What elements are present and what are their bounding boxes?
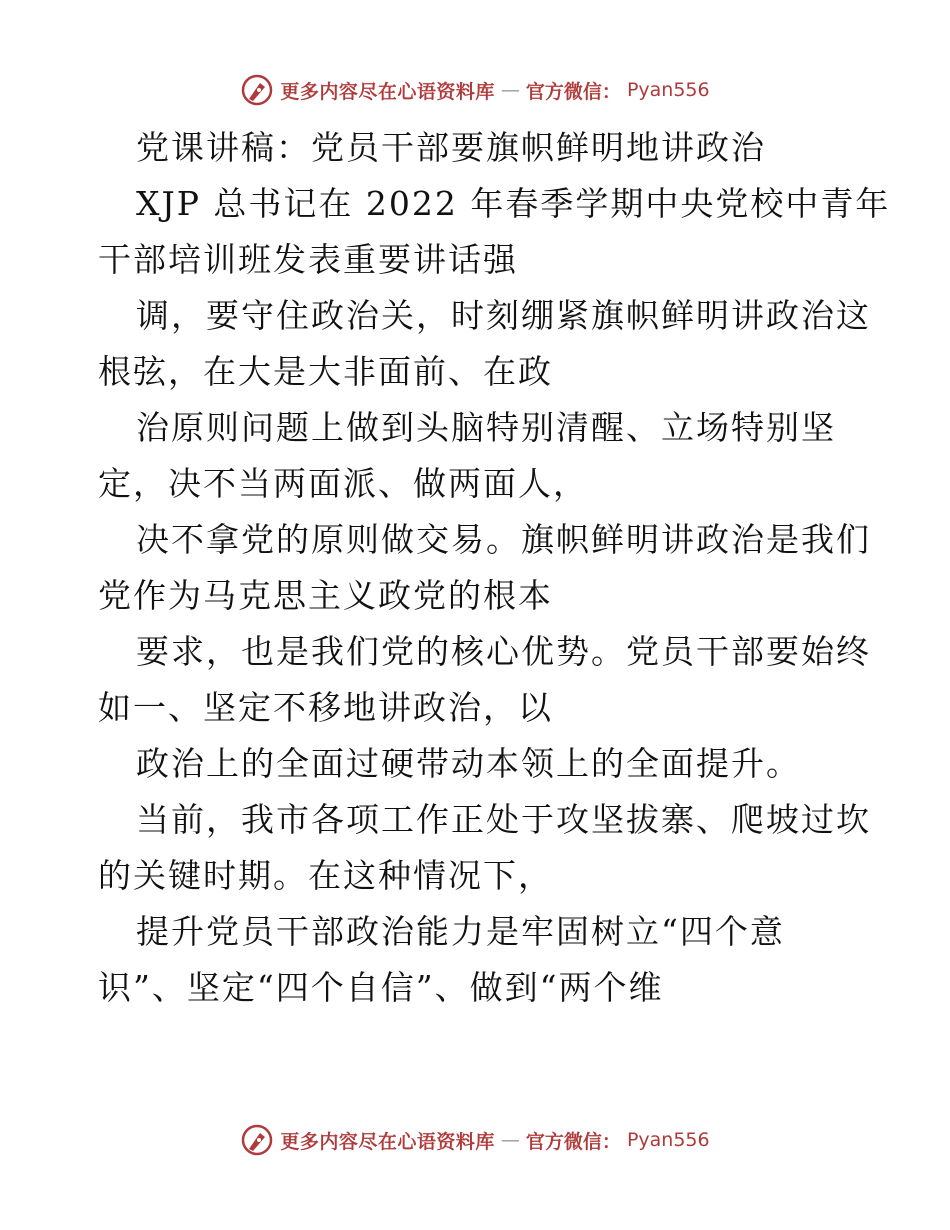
pen-nib-logo-icon — [240, 73, 274, 107]
paragraph-line: 治原则问题上做到头脑特别清醒、立场特别坚 — [136, 408, 836, 447]
banner-wechat-label: 官方微信： — [525, 1130, 621, 1153]
paragraph-line: 党作为马克思主义政党的根本 — [98, 576, 553, 615]
paragraph-line: 如一、坚定不移地讲政治，以 — [98, 688, 553, 727]
paragraph-line: 决不拿党的原则做交易。旗帜鲜明讲政治是我们 — [136, 520, 871, 559]
paragraph-line: 干部培训班发表重要讲话强 — [98, 240, 518, 279]
pen-nib-logo-icon — [240, 1123, 274, 1157]
paragraph-line: 识”、坚定“四个自信”、做到“两个维 — [98, 968, 664, 1007]
banner-wechat-handle: Pyan556 — [626, 1129, 710, 1151]
footer-banner — [0, 1120, 950, 1160]
banner-wechat-label: 官方微信： — [525, 80, 621, 103]
paragraph-line: 调，要守住政治关，时刻绷紧旗帜鲜明讲政治这 — [136, 296, 871, 335]
document-title: 党课讲稿：党员干部要旗帜鲜明地讲政治 — [136, 128, 766, 167]
banner-slogan: 更多内容尽在心语资料库 — [280, 80, 495, 103]
banner-wechat-handle: Pyan556 — [626, 79, 710, 101]
banner-separator: — — [500, 79, 520, 101]
paragraph-line: 政治上的全面过硬带动本领上的全面提升。 — [136, 744, 801, 783]
paragraph-line: 当前，我市各项工作正处于攻坚拔寨、爬坡过坎 — [136, 800, 871, 839]
header-banner — [0, 70, 950, 110]
banner-slogan: 更多内容尽在心语资料库 — [280, 1130, 495, 1153]
document-body — [98, 120, 891, 1016]
paragraph-line: 根弦，在大是大非面前、在政 — [98, 352, 553, 391]
paragraph-line: 的关键时期。在这种情况下， — [98, 856, 553, 895]
paragraph-line: XJP 总书记在 2022 年春季学期中央党校中青年 — [136, 184, 891, 223]
paragraph-line: 要求，也是我们党的核心优势。党员干部要始终 — [136, 632, 871, 671]
banner-separator: — — [500, 1129, 520, 1151]
paragraph-line: 提升党员干部政治能力是牢固树立“四个意 — [136, 912, 785, 951]
paragraph-line: 定，决不当两面派、做两面人， — [98, 464, 588, 503]
